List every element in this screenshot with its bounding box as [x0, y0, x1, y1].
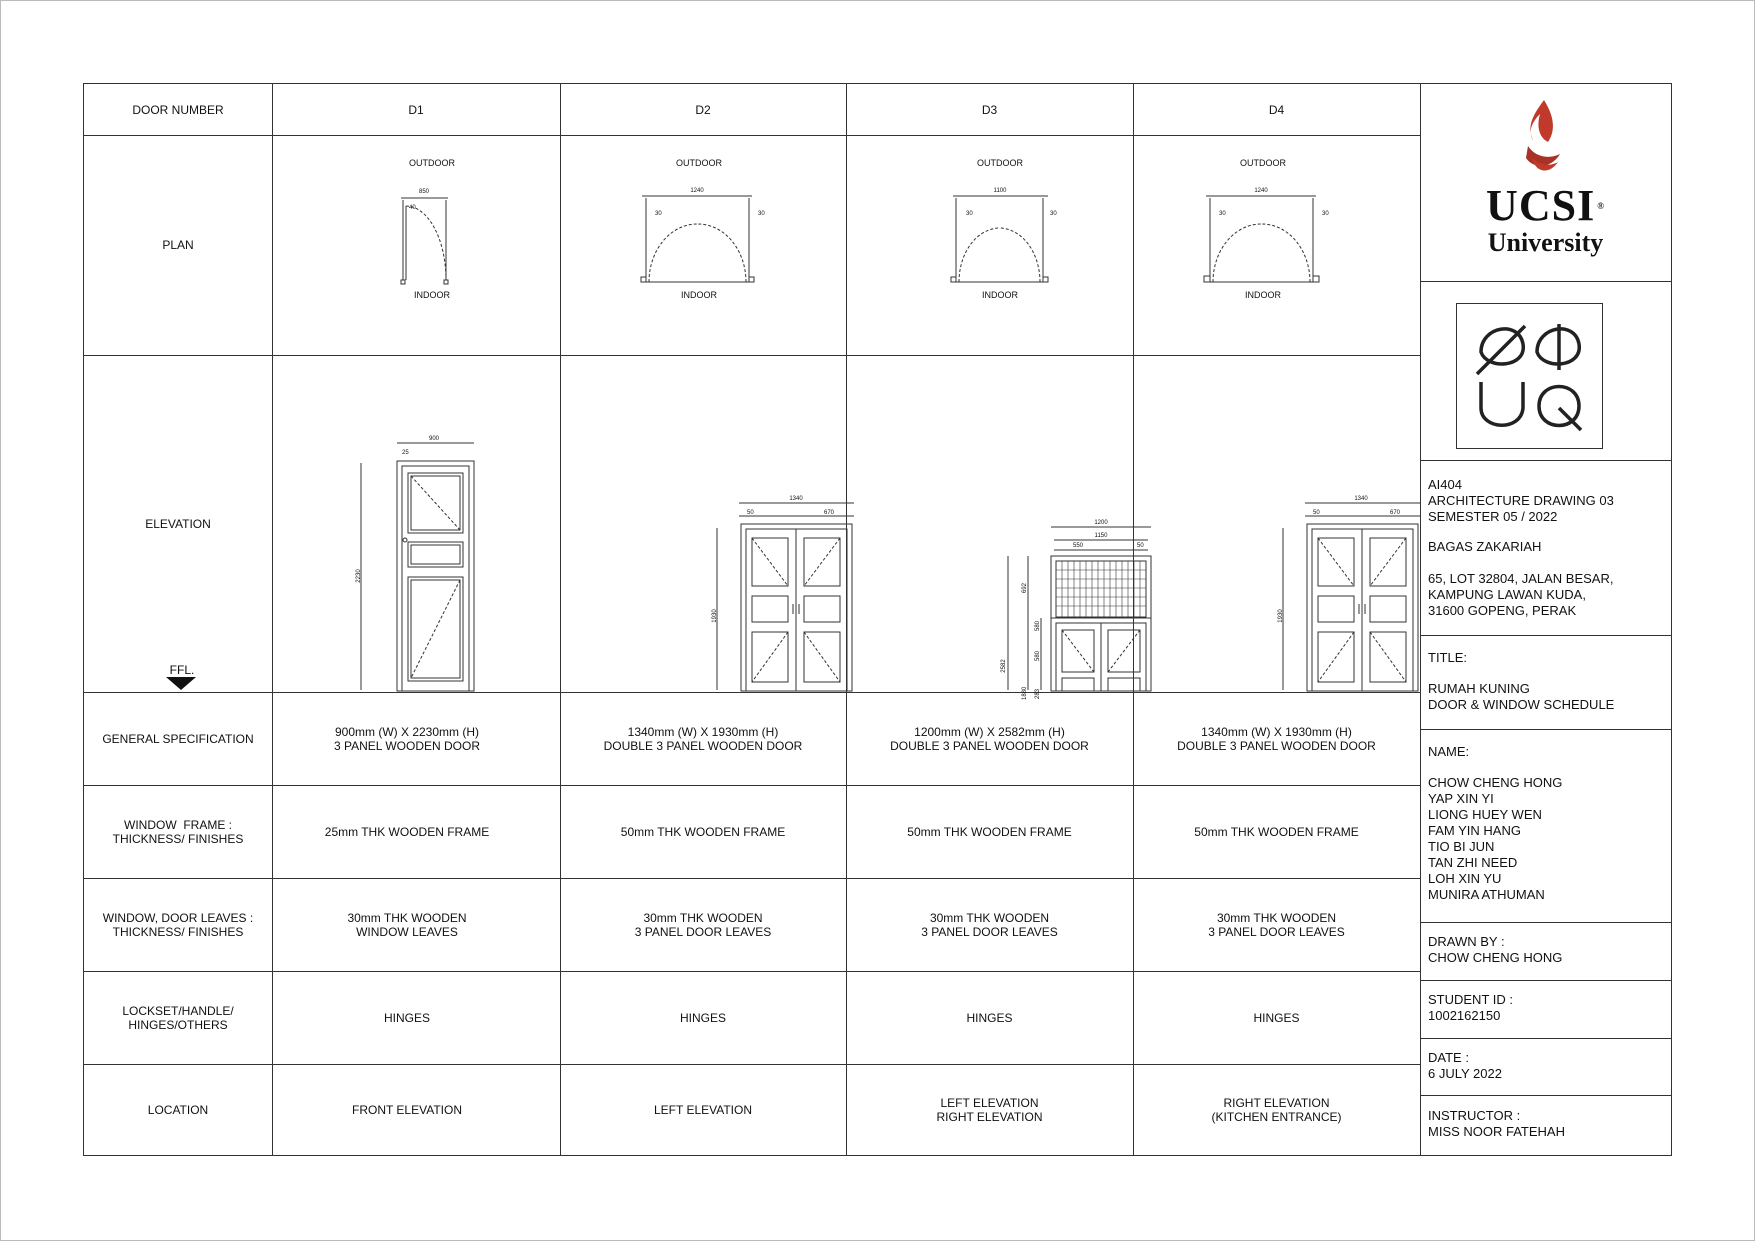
svg-text:1340: 1340	[1354, 496, 1368, 502]
drawn-by-label: DRAWN BY :	[1428, 934, 1505, 949]
elevation-d4	[1278, 496, 1421, 691]
header-lockset: LOCKSET/HANDLE/ HINGES/OTHERS	[122, 1003, 234, 1032]
svg-text:670: 670	[824, 510, 835, 516]
svg-text:1930: 1930	[712, 609, 718, 623]
svg-text:1100: 1100	[993, 188, 1007, 194]
elevation-d2	[712, 496, 854, 691]
student-id-label: STUDENT ID :	[1428, 992, 1513, 1007]
leaves-d3: 30mm THK WOODEN 3 PANEL DOOR LEAVES	[921, 910, 1058, 939]
plan-d3	[951, 158, 1057, 300]
spec-d4: 1340mm (W) X 1930mm (H) DOUBLE 3 PANEL WOODEN DOOR	[1177, 724, 1376, 753]
location-d1: FRONT ELEVATION	[351, 1102, 462, 1117]
svg-text:INDOOR: INDOOR	[414, 290, 450, 300]
plan-drawings	[272, 136, 1420, 355]
svg-text:2230: 2230	[356, 569, 362, 583]
lockset-d4: HINGES	[1253, 1010, 1300, 1025]
frame-d4: 50mm THK WOODEN FRAME	[1194, 824, 1359, 839]
ffl-label: FFL.	[169, 663, 195, 677]
svg-text:1930: 1930	[1278, 609, 1284, 623]
header-plan: PLAN	[162, 238, 194, 252]
door-schedule-sheet	[83, 83, 1672, 1156]
svg-text:1200: 1200	[1094, 520, 1108, 526]
svg-text:1880: 1880	[1022, 686, 1028, 700]
name-label: NAME:	[1428, 744, 1470, 759]
svg-text:OUTDOOR: OUTDOOR	[977, 158, 1023, 168]
leaves-d1: 30mm THK WOODEN WINDOW LEAVES	[347, 910, 467, 939]
svg-text:50: 50	[747, 510, 754, 516]
header-leaves: WINDOW, DOOR LEAVES : THICKNESS/ FINISHES	[102, 910, 254, 939]
svg-text:900: 900	[428, 436, 440, 442]
plan-d1	[401, 158, 455, 300]
logo-sub: University	[1487, 228, 1604, 257]
logo-name: UCSI ®	[1486, 181, 1605, 230]
svg-text:550: 550	[1072, 543, 1084, 549]
svg-text:1150: 1150	[1094, 533, 1108, 539]
drawn-by: CHOW CHENG HONG	[1428, 950, 1563, 965]
svg-text:30: 30	[1050, 211, 1057, 217]
svg-text:30: 30	[1322, 211, 1329, 217]
svg-text:2582: 2582	[1001, 659, 1007, 673]
site-address: 65, LOT 32804, JALAN BESAR, KAMPUNG LAWAN KUDA, 31600 GOPENG, PERAK	[1428, 571, 1614, 618]
lockset-d1: HINGES	[383, 1010, 430, 1025]
d3-vent-grille	[1056, 561, 1146, 617]
svg-text:30: 30	[655, 211, 662, 217]
svg-text:30: 30	[758, 211, 765, 217]
svg-text:283: 283	[1035, 688, 1041, 699]
frame-d1: 25mm THK WOODEN FRAME	[324, 824, 490, 839]
svg-text:INDOOR: INDOOR	[1245, 290, 1281, 300]
svg-text:30: 30	[1219, 211, 1226, 217]
svg-text:INDOOR: INDOOR	[982, 290, 1018, 300]
svg-text:40: 40	[409, 205, 416, 211]
svg-text:30: 30	[966, 211, 973, 217]
svg-text:580: 580	[1035, 650, 1041, 662]
svg-text:OUTDOOR: OUTDOOR	[409, 158, 455, 168]
ffl-marker-icon	[166, 677, 196, 690]
location-d4: RIGHT ELEVATION (KITCHEN ENTRANCE)	[1211, 1095, 1342, 1124]
monogram-icon	[1457, 304, 1602, 448]
elevation-d3	[1001, 520, 1151, 700]
flame-icon	[1518, 98, 1568, 176]
svg-text:50: 50	[1137, 543, 1144, 549]
lockset-d3: HINGES	[966, 1010, 1013, 1025]
door-id-d2: D2	[695, 102, 711, 117]
title-label: TITLE:	[1428, 650, 1468, 665]
ucsi-logo	[1420, 84, 1671, 281]
svg-text:50: 50	[1313, 510, 1320, 516]
svg-text:INDOOR: INDOOR	[681, 290, 717, 300]
location-d3: LEFT ELEVATION RIGHT ELEVATION	[936, 1095, 1043, 1124]
plan-d2	[641, 158, 765, 300]
svg-text:580: 580	[1035, 620, 1041, 632]
svg-text:1240: 1240	[690, 188, 704, 194]
student-id: 1002162150	[1428, 1008, 1501, 1023]
header-location: LOCATION	[147, 1102, 209, 1117]
monogram-logo	[1456, 303, 1603, 449]
lockset-d2: HINGES	[679, 1010, 726, 1025]
date: 6 JULY 2022	[1428, 1066, 1502, 1081]
header-elevation: ELEVATION	[145, 516, 211, 531]
door-id-d4: D4	[1268, 102, 1285, 117]
header-general-specification: GENERAL SPECIFICATION	[102, 731, 254, 746]
frame-d2: 50mm THK WOODEN FRAME	[620, 824, 786, 839]
svg-text:850: 850	[418, 189, 430, 195]
course-info: AI404 ARCHITECTURE DRAWING 03 SEMESTER 05 / 2022	[1428, 477, 1614, 524]
spec-d1: 900mm (W) X 2230mm (H) 3 PANEL WOODEN DOOR	[333, 724, 481, 753]
location-d2: LEFT ELEVATION	[653, 1102, 753, 1117]
svg-text:1240: 1240	[1254, 188, 1268, 194]
spec-d2: 1340mm (W) X 1930mm (H) DOUBLE 3 PANEL WOODEN DOOR	[603, 724, 803, 753]
svg-text:692: 692	[1022, 582, 1028, 594]
svg-text:OUTDOOR: OUTDOOR	[1240, 158, 1286, 168]
date-label: DATE :	[1428, 1050, 1469, 1065]
svg-text:OUTDOOR: OUTDOOR	[676, 158, 722, 168]
door-id-d1: D1	[408, 102, 424, 117]
header-frame: WINDOW FRAME : THICKNESS/ FINISHES	[112, 817, 244, 846]
site-name: BAGAS ZAKARIAH	[1428, 539, 1542, 554]
leaves-d2: 30mm THK WOODEN 3 PANEL DOOR LEAVES	[634, 910, 772, 939]
drawing-title: RUMAH KUNING DOOR & WINDOW SCHEDULE	[1428, 681, 1615, 712]
elevation-drawings	[84, 356, 1420, 700]
instructor: MISS NOOR FATEHAH	[1428, 1124, 1565, 1139]
door-id-d3: D3	[981, 102, 998, 117]
instructor-label: INSTRUCTOR :	[1428, 1108, 1521, 1123]
svg-text:670: 670	[1390, 510, 1401, 516]
svg-text:1340: 1340	[789, 496, 803, 502]
plan-d4	[1204, 158, 1329, 300]
header-door-number: DOOR NUMBER	[132, 102, 224, 117]
elevation-d1	[356, 436, 474, 691]
frame-d3: 50mm THK WOODEN FRAME	[907, 824, 1072, 839]
team-names: CHOW CHENG HONG YAP XIN YI LIONG HUEY WEN FAM YIN HANG TIO BI JUN TAN ZHI NEED LOH XIN YU MUNIRA ATHUMAN	[1428, 775, 1563, 902]
spec-d3: 1200mm (W) X 2582mm (H) DOUBLE 3 PANEL WOODEN DOOR	[890, 724, 1089, 753]
svg-text:25: 25	[402, 450, 409, 456]
leaves-d4: 30mm THK WOODEN 3 PANEL DOOR LEAVES	[1208, 910, 1345, 939]
